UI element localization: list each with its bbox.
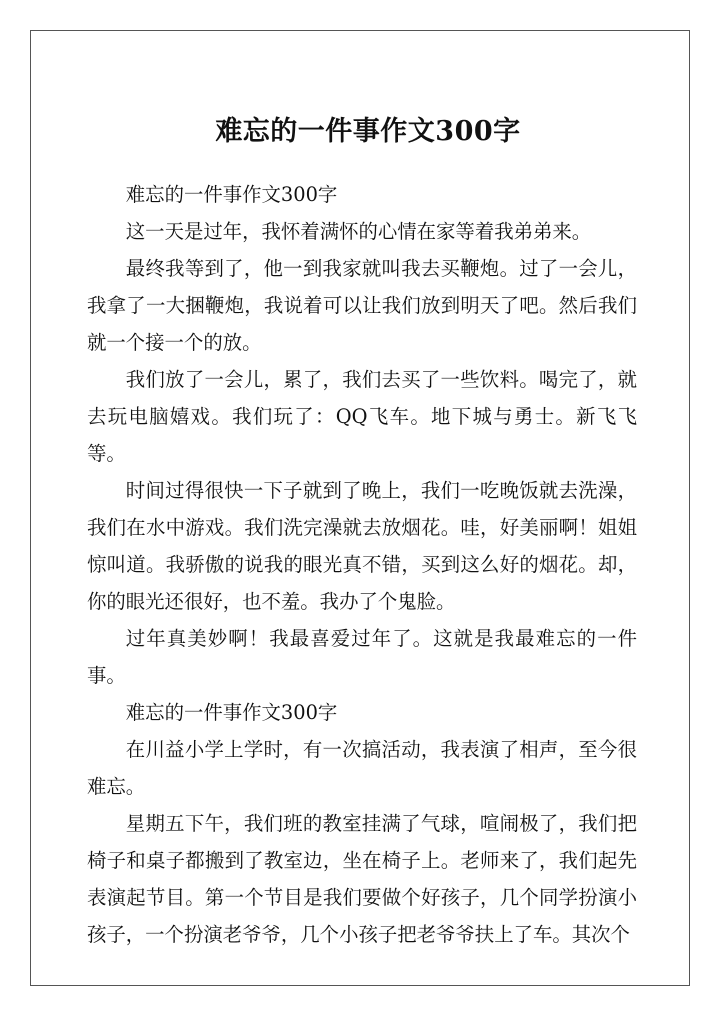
paragraph: 在川益小学上学时，有一次搞活动，我表演了相声，至今很难忘。: [87, 738, 637, 798]
paragraph: 这一天是过年，我怀着满怀的心情在家等着我弟弟来。: [125, 220, 592, 243]
document-body: [87, 112, 637, 953]
document-title: 难忘的一件事作文300字: [215, 116, 521, 147]
paragraph: 最终我等到了，他一到我家就叫我去买鞭炮。过了一会儿，我拿了一大捆鞭炮，我说着可以让我们放到明天了吧。然后我们就一个接一个的放。: [87, 257, 637, 354]
paragraph-heading-2: 难忘的一件事作文300字: [125, 701, 338, 724]
paragraph: 过年真美妙啊！我最喜爱过年了。这就是我最难忘的一件事。: [87, 627, 637, 687]
paragraph: 星期五下午，我们班的教室挂满了气球，喧闹极了，我们把椅子和桌子都搬到了教室边，坐在椅子上。老师来了，我们起先表演起节目。第一个节目是我们要做个好孩子，几个同学扮演小孩子，一个扮演老爷爷，几个小孩子把老爷爷扶上了车。其次个: [87, 812, 637, 946]
paragraph: 时间过得很快一下子就到了晚上，我们一吃晚饭就去洗澡，我们在水中游戏。我们洗完澡就去放烟花。哇，好美丽啊！姐姐惊叫道。我骄傲的说我的眼光真不错，买到这么好的烟花。却，你的眼光还很好，也不羞。我办了个鬼脸。: [87, 479, 637, 613]
paragraph-heading-1: 难忘的一件事作文300字: [125, 183, 338, 206]
paragraph: 我们放了一会儿，累了，我们去买了一些饮料。喝完了，就去玩电脑嬉戏。我们玩了：QQ飞车。地下城与勇士。新飞飞等。: [87, 368, 637, 465]
